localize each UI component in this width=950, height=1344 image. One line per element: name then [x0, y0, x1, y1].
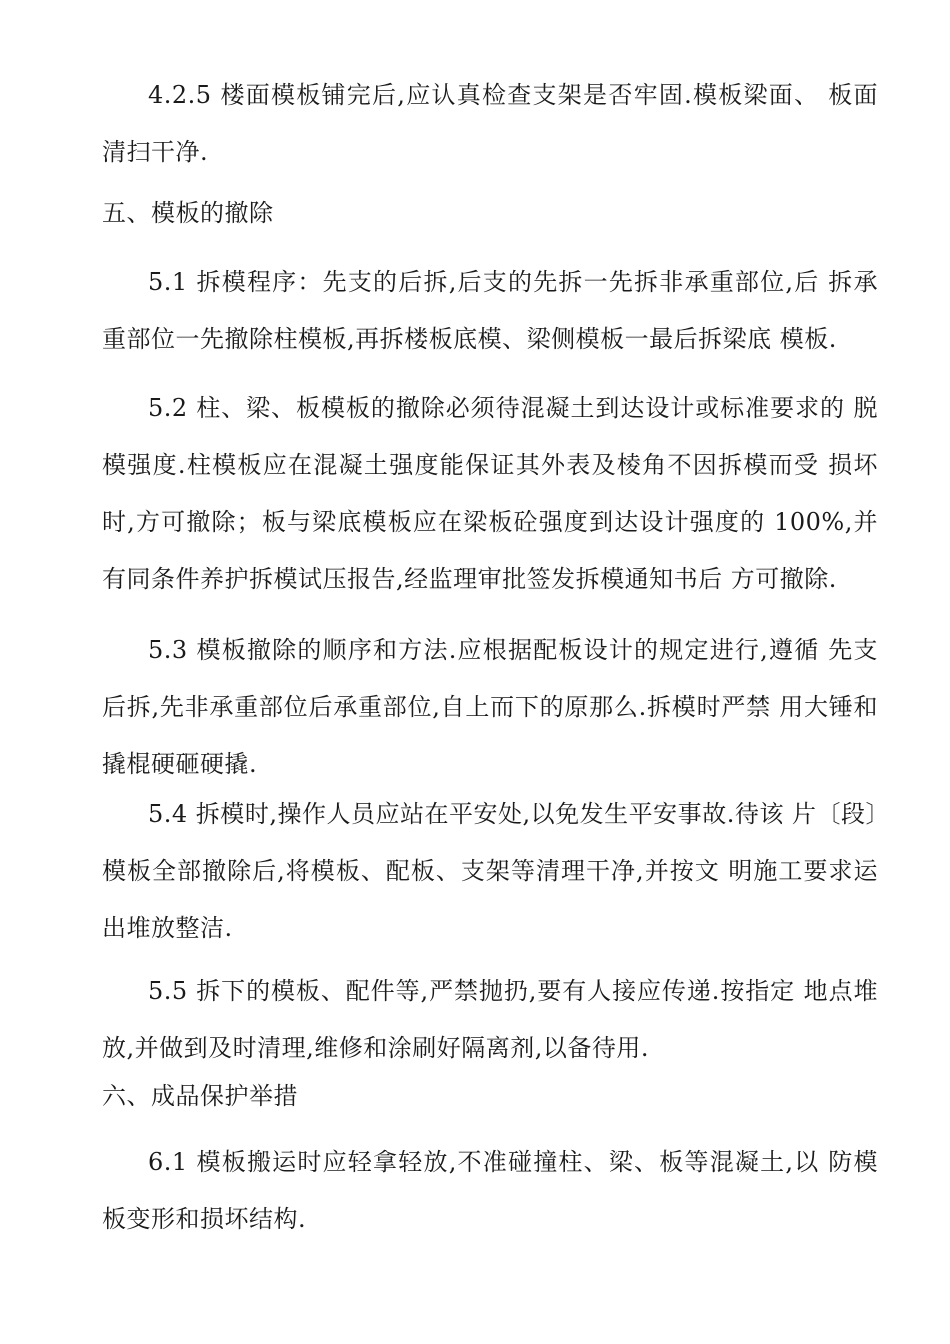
paragraph-4-2-5: 4.2.5 楼面模板铺完后,应认真检查支架是否牢固.模板梁面、 板面清扫干净.: [102, 81, 878, 166]
paragraph-5-5: 5.5 拆下的模板、配件等,严禁抛扔,要有人接应传递.按指定 地点堆放,并做到及时清理,维修和涂刷好隔离剂,以备待用.: [102, 977, 878, 1062]
section-heading-6: 六、成品保护举措: [102, 1082, 298, 1110]
section-heading-5: 五、模板的撤除: [102, 199, 274, 227]
paragraph-5-1: 5.1 拆模程序：先支的后拆,后支的先拆一先拆非承重部位,后 拆承重部位一先撤除柱模板,再拆楼板底模、梁侧模板一最后拆梁底 模板.: [102, 268, 878, 353]
paragraph-5-4: 5.4 拆模时,操作人员应站在平安处,以免发生平安事故.待该 片〔段〕模板全部撤除后,将模板、配板、支架等清理干净,并按文 明施工要求运出堆放整洁.: [102, 800, 878, 942]
paragraph-5-3: 5.3 模板撤除的顺序和方法.应根据配板设计的规定进行,遵循 先支后拆,先非承重部位后承重部位,自上而下的原那么.拆模时严禁 用大锤和撬棍硬砸硬撬.: [102, 636, 878, 778]
paragraph-5-2: 5.2 柱、梁、板模板的撤除必须待混凝土到达设计或标准要求的 脱模强度.柱模板应在混凝土强度能保证其外表及棱角不因拆模而受 损坏时,方可撤除；板与梁底模板应在梁板砼强度到达设计强度的 100%,并有同条件养护拆模试压报告,经监理审批签发拆模通知书后 方可撤除.: [102, 394, 878, 593]
paragraph-6-1: 6.1 模板搬运时应轻拿轻放,不准碰撞柱、梁、板等混凝土,以 防模板变形和损坏结构.: [102, 1148, 878, 1233]
